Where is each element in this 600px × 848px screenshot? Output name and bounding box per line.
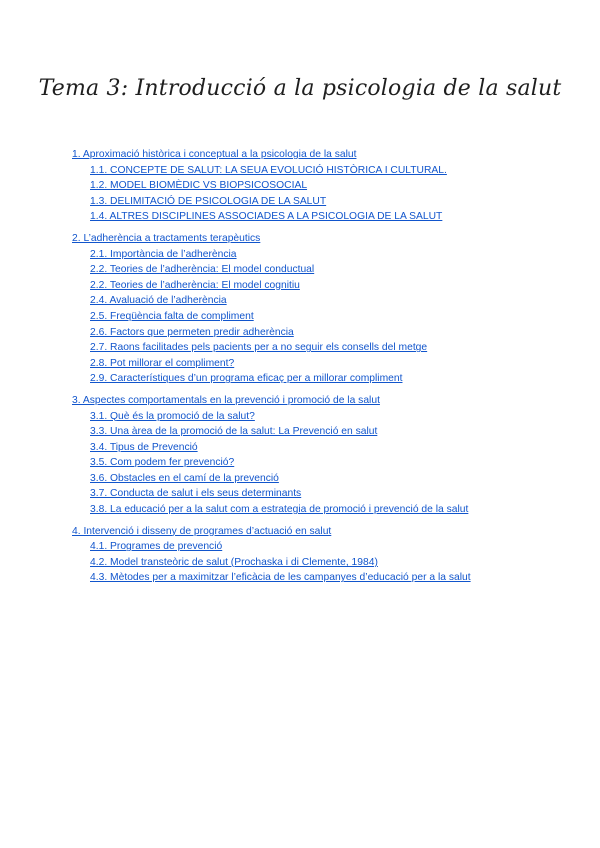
toc-item-link[interactable]: 3.7. Conducta de salut i els seus determinants: [90, 488, 302, 500]
toc-item-link[interactable]: 2.7. Raons facilitades pels pacients per a no seguir els consells del metge: [90, 342, 428, 354]
toc-section-link[interactable]: 3. Aspectes comportamentals en la prevenció i promoció de la salut: [72, 394, 380, 406]
toc-section-1: [72, 147, 572, 225]
toc-item-link[interactable]: 2.4. Avaluació de l’adherència: [90, 295, 227, 307]
toc-item-link[interactable]: 2.2. Teories de l’adherència: El model conductual: [90, 264, 315, 276]
toc-section-4: [72, 524, 572, 586]
toc-item-link[interactable]: 3.5. Com podem fer prevenció?: [90, 457, 235, 469]
toc-item-link[interactable]: 4.3. Mètodes per a maximitzar l’eficàcia de les campanyes d’educació per a la salut: [90, 572, 471, 584]
toc-item-link[interactable]: 1.3. DELIMITACIÓ DE PSICOLOGIA DE LA SALUT: [90, 195, 327, 207]
toc-item-link[interactable]: 1.4. ALTRES DISCIPLINES ASSOCIADES A LA PSICOLOGIA DE LA SALUT: [90, 211, 443, 223]
toc-item-link[interactable]: 3.8. La educació per a la salut com a estrategia de promoció i prevenció de la salut: [90, 504, 469, 516]
table-of-contents: [72, 147, 572, 592]
toc-item-link[interactable]: 2.9. Característiques d’un programa eficaç per a millorar compliment: [90, 373, 403, 385]
toc-item-link[interactable]: 2.6. Factors que permeten predir adherència: [90, 326, 294, 338]
toc-item-link[interactable]: 4.1. Programes de prevenció: [90, 541, 223, 553]
toc-item-link[interactable]: 4.2. Model transteòric de salut (Prochaska i di Clemente, 1984): [90, 556, 378, 568]
toc-item-link[interactable]: 2.8. Pot millorar el compliment?: [90, 357, 235, 369]
toc-item-link[interactable]: 3.4. Tipus de Prevenció: [90, 441, 198, 453]
toc-section-3: [72, 393, 572, 518]
toc-section-2: [72, 231, 572, 387]
toc-item-link[interactable]: 1.1. CONCEPTE DE SALUT: LA SEUA EVOLUCIÓ HISTÒRICA I CULTURAL.: [90, 164, 447, 176]
toc-section-link[interactable]: 1. Aproximació històrica i conceptual a la psicologia de la salut: [72, 149, 357, 160]
toc-item-link[interactable]: 3.6. Obstacles en el camí de la prevenció: [90, 472, 279, 484]
toc-item-link[interactable]: 2.2. Teories de l’adherència: El model cognitiu: [90, 279, 300, 291]
toc-section-link[interactable]: 4. Intervenció i disseny de programes d’actuació en salut: [72, 525, 332, 537]
toc-item-link[interactable]: 2.1. Importància de l’adherència: [90, 248, 237, 260]
toc-item-link[interactable]: 1.2. MODEL BIOMÈDIC VS BIOPSICOSOCIAL: [90, 180, 308, 192]
toc-item-link[interactable]: 3.3. Una àrea de la promoció de la salut: La Prevenció en salut: [90, 426, 378, 438]
toc-item-link[interactable]: 3.1. Què és la promoció de la salut?: [90, 410, 255, 422]
toc-item-link[interactable]: 2.5. Freqüència falta de compliment: [90, 310, 254, 322]
page-title: Tema 3: Introducció a la psicologia de la salut: [38, 76, 562, 101]
toc-section-link[interactable]: 2. L’adherència a tractaments terapèutics: [72, 232, 261, 244]
